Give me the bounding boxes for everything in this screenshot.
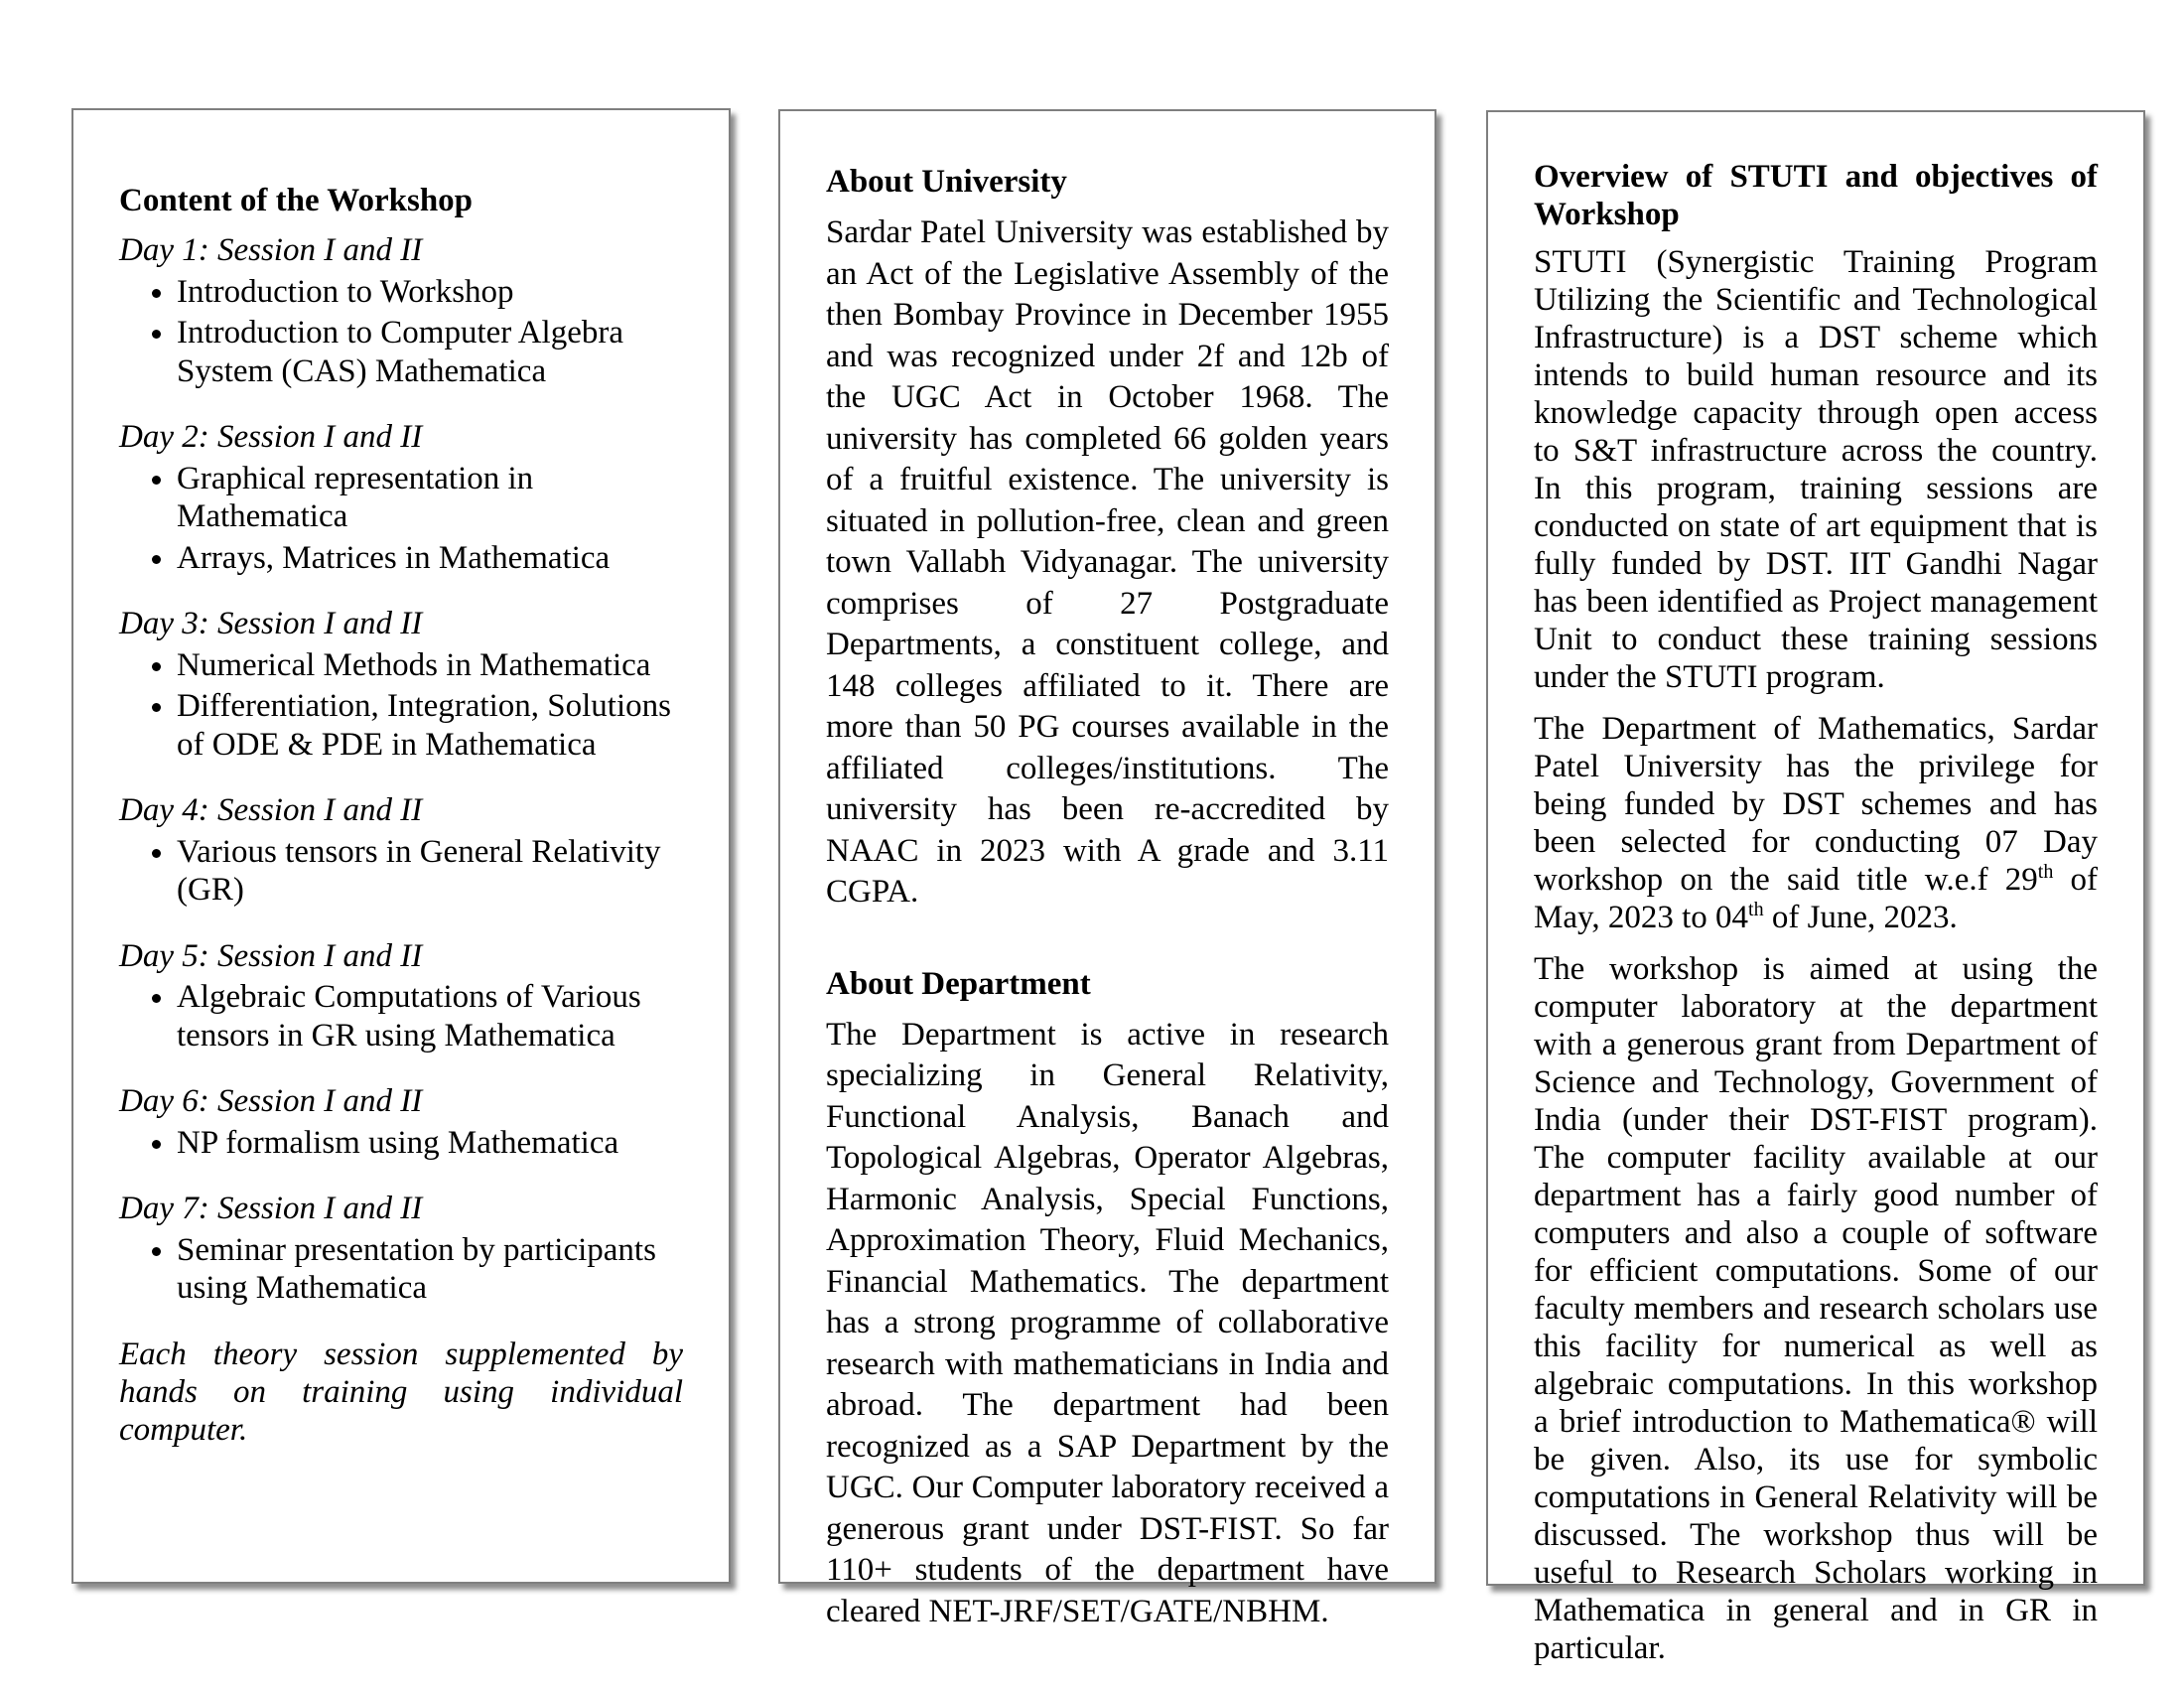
workshop-content-panel [71,108,731,1584]
session-topics [119,1124,683,1163]
ordinal-suffix: th [1748,899,1764,920]
day-label: Day 6: Session I and II [119,1083,423,1119]
stuti-overview-panel [1486,110,2145,1666]
about-department-title: About Department [826,965,1091,1002]
session-topics [119,1231,683,1308]
session-topics [119,273,683,391]
stuti-description: STUTI (Synergistic Training Program Utilizing the Scientific and Technological Infrastructure) is a DST scheme which intends to build human resource and its knowledge capacity through open access to S&T infrastructure across the country. In this program, training sessions are conducted on state of art equipment that is fully funded by DST. IIT Gandhi Nagar has been identified as Project management Unit to conduct these training sessions under the STUTI program. [1534,244,2098,695]
session-topic: • Arrays, Matrices in Mathematica [177,539,683,578]
workshop-aim-paragraph: The workshop is aimed at using the computer laboratory at the department with a generous grant from Department of Science and Technology, Government of India (under their DST-FIST program). The computer facility available at our department has a fairly good number of computers and also a couple of software for efficient computations. Some of our faculty members and research scholars use this facility for numerical as well as algebraic computations. In this workshop a brief introduction to Mathematica® will be given. Also, its use for symbolic computations in General Relativity will be discussed. The workshop thus will be useful to Research Scholars working in Mathematica in general and in GR in particular. [1534,951,2098,1666]
about-university-text: Sardar Patel University was established by an Act of the Legislative Assembly of the then Bombay Province in December 1955 and was recognized under 2f and 12b of the UGC Act in October 1968. The university has completed 66 golden years of a fruitful existence. The university is situated in pollution-free, clean and green town Vallabh Vidyanagar. The university comprises of 27 Postgraduate Departments, a constituent college, and 148 colleges affiliated to it. There are more than 50 PG courses available in the affiliated colleges/institutions. The university has been re-accredited by NAAC in 2023 with A grade and 3.11 CGPA. [826,214,1389,910]
workshop-dates-end: of June, 2023. [1763,900,1958,935]
session-topic: • Numerical Methods in Mathematica [177,646,683,685]
session-topic: • Algebraic Computations of Various tensors in GR using Mathematica [177,978,683,1055]
workshop-content-title: Content of the Workshop [119,183,474,218]
workshop-dates-mid: of May, 2023 to 04 [1534,862,2098,935]
day-block [119,1190,683,1308]
about-department-text: The Department is active in research specializing in General Relativity, Functional Analysis, Banach and Topological Algebras, Operator Algebras, Harmonic Analysis, Special Functions, Approximation Theory, Fluid Mechanics, Financial Mathematics. The department has a strong programme of collaborative research with mathematicians in India and abroad. The department had been recognized as a SAP Department by the UGC. Our Computer laboratory received a generous grant under DST-FIST. So far 110+ students of the department have cleared NET-JRF/SET/GATE/NBHM. [826,1016,1389,1629]
session-topics [119,646,683,765]
day-block [119,937,683,1055]
session-topic: • Introduction to Computer Algebra System (CAS) Mathematica [177,314,683,390]
workshop-dates-text: The Department of Mathematics, Sardar Patel University has the privilege for being funded by DST schemes and has been selected for conducting 07 Day workshop on the said title w.e.f 29 [1534,711,2098,898]
day-schedule-list [119,231,683,1308]
day-label: Day 3: Session I and II [119,606,423,641]
day-label: Day 1: Session I and II [119,232,423,268]
session-topic: • NP formalism using Mathematica [177,1124,683,1163]
session-topic: • Various tensors in General Relativity (GR) [177,833,683,910]
day-block [119,418,683,577]
ordinal-suffix: th [2037,861,2054,883]
day-block [119,231,683,390]
stuti-overview-title: Overview of STUTI and objectives of Workshop [1534,159,2098,232]
session-topic: • Seminar presentation by participants using Mathematica [177,1231,683,1308]
day-block [119,605,683,764]
session-topics [119,460,683,578]
day-block [119,1082,683,1162]
day-block [119,791,683,910]
session-topics [119,978,683,1055]
about-university-title: About University [826,164,1067,200]
session-topic: • Introduction to Workshop [177,273,683,312]
day-label: Day 7: Session I and II [119,1191,423,1226]
day-label: Day 4: Session I and II [119,792,423,828]
day-label: Day 2: Session I and II [119,419,423,455]
workshop-dates-paragraph [1534,710,2098,936]
training-note: Each theory session supplemented by hands on training using individual computer. [119,1336,683,1448]
session-topic: • Graphical representation in Mathematica [177,460,683,536]
session-topics [119,833,683,910]
about-panel [778,109,1436,1629]
session-topic: • Differentiation, Integration, Solutions of ODE & PDE in Mathematica [177,687,683,764]
day-label: Day 5: Session I and II [119,937,423,974]
